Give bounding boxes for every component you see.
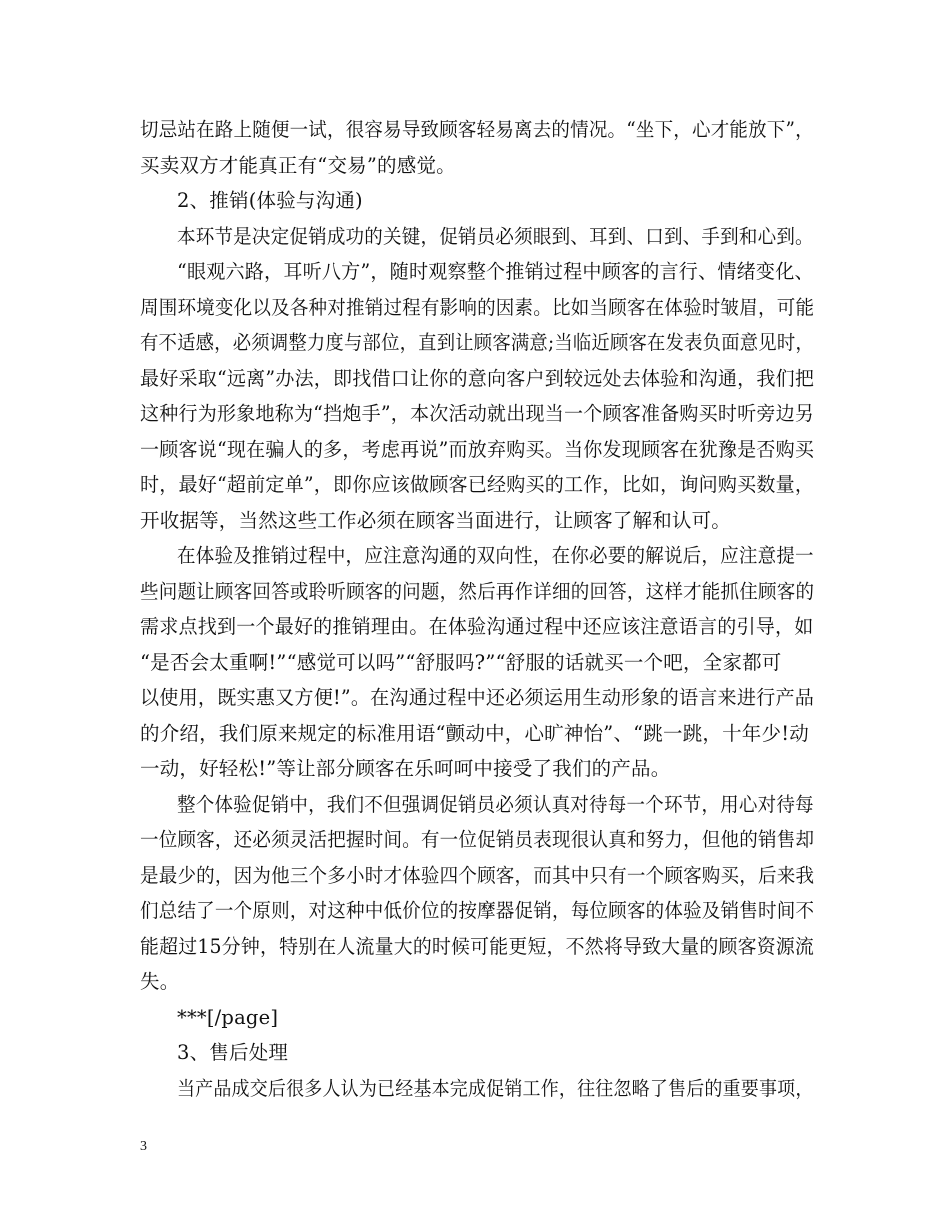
text-line: 当产品成交后很多人认为已经基本完成促销工作，往往忽略了售后的重要事项， [177,1077,814,1100]
page-marker: ***[/page] [177,1006,279,1029]
page-number: 3 [140,1139,147,1154]
text-line: 一动，好轻松!”等让部分顾客在乐呵呵中接受了我们的产品。 [140,757,671,780]
text-line: 周围环境变化以及各种对推销过程有影响的因素。比如当顾客在体验时皱眉，可能 [140,296,815,319]
text-line: 的介绍，我们原来规定的标准用语“颤动中，心旷神怡”、“跳一跳，十年少!动 [140,722,809,745]
text-line: 些问题让顾客回答或聆听顾客的问题，然后再作详细的回答，这样才能抓住顾客的 [140,580,815,603]
text-line: 最好采取“远离”办法，即找借口让你的意向客户到较远处去体验和沟通，我们把 [140,367,815,390]
text-line: 在体验及推销过程中，应注意沟通的双向性，在你必要的解说后，应注意提一 [177,544,814,567]
text-line: “是否会太重啊!”“感觉可以吗”“舒服吗?”“舒服的话就买一个吧，全家都可 [140,651,782,674]
text-line: 是最少的，因为他三个多小时才体验四个顾客，而其中只有一个顾客购买，后来我 [140,864,815,887]
text-line: 开收据等，当然这些工作必须在顾客当面进行，让顾客了解和认可。 [140,509,732,532]
text-line: 有不适感，必须调整力度与部位，直到让顾客满意;当临近顾客在发表负面意见时， [140,331,814,354]
text-line: 以使用，既实惠又方便!”。在沟通过程中还必须运用生动形象的语言来进行产品 [140,686,815,709]
text-line: 时，最好“超前定单”，即你应该做顾客已经购买的工作，比如，询问购买数量， [140,473,815,496]
text-line: 买卖双方才能真正有“交易”的感觉。 [140,154,456,177]
text-line: 整个体验促销中，我们不但强调促销员必须认真对待每一个环节，用心对待每 [177,793,814,816]
text-line: 能超过15分钟，特别在人流量大的时候可能更短，不然将导致大量的顾客资源流 [140,935,815,958]
text-line: 切忌站在路上随便一试，很容易导致顾客轻易离去的情况。“坐下，心才能放下”， [140,118,814,141]
text-line: 需求点找到一个最好的推销理由。在体验沟通过程中还应该注意语言的引导，如 [140,615,814,638]
text-line: 一位顾客，还必须灵活把握时间。有一位促销员表现很认真和努力，但他的销售却 [140,828,815,851]
text-line: 本环节是决定促销成功的关键，促销员必须眼到、耳到、口到、手到和心到。 [177,225,814,248]
text-line: “眼观六路，耳听八方”，随时观察整个推销过程中顾客的言行、情绪变化、 [177,260,814,283]
section-heading: 3、售后处理 [177,1041,289,1064]
section-heading: 2、推销(体验与沟通) [177,189,363,212]
text-line: 这种行为形象地称为“挡炮手”，本次活动就出现当一个顾客准备购买时听旁边另 [140,402,815,425]
text-line: 们总结了一个原则，对这种中低价位的按摩器促销，每位顾客的体验及销售时间不 [140,899,815,922]
text-line: 一顾客说“现在骗人的多，考虑再说”而放弃购买。当你发现顾客在犹豫是否购买 [140,438,815,461]
text-line: 失。 [140,970,180,993]
